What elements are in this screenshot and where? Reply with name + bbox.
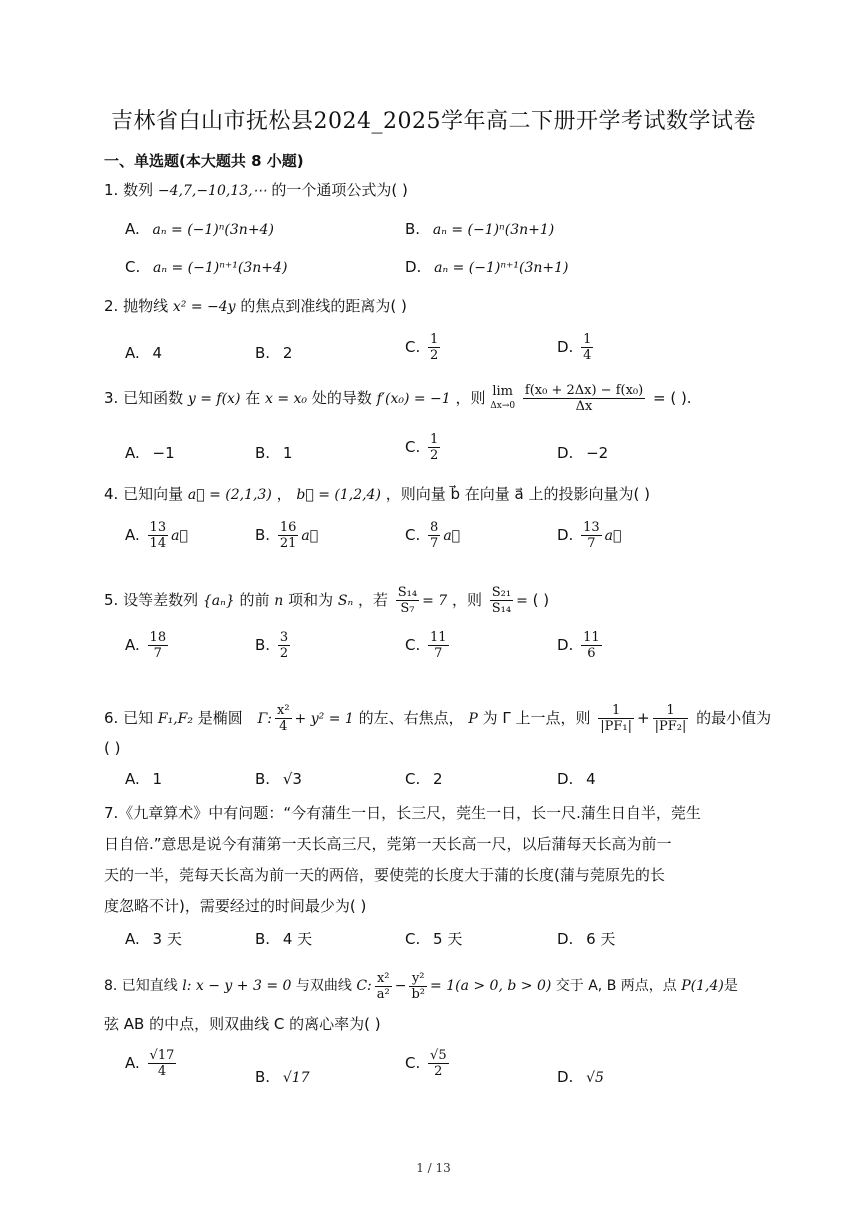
q8-option-d[interactable]: D. √5 (557, 1068, 604, 1086)
q5-option-c[interactable]: C. $\frac{11}{7}$ (405, 630, 447, 661)
page-number: 1 / 13 (416, 1161, 451, 1175)
q8-option-c[interactable]: C. $\frac{√5}{2}$ (405, 1048, 447, 1079)
ratio-fraction-2: $\frac{\text{S₂₁}}{\text{S₁₄}}$ (491, 585, 512, 616)
q7-option-d[interactable]: D. 6 天 (557, 930, 616, 948)
q3-option-a[interactable]: A. −1 (125, 444, 175, 462)
section-heading: 一、单选题(本大题共 8 小题) (104, 152, 304, 170)
question-7: 7.《九章算术》中有问题：“今有蒲生一日，长三尺，莞生一日，长一尺.蒲生日自半，莞生 日自倍.”意思是说今有蒲第一天长高三尺，莞第一天长高一尺，以后蒲每天长高为前一 天的一半，莞每天长高为前一天的两倍，要使莞的长度大于蒲的长度(蒲与莞原先的长 度忽略不计)，需要经过的时间最少为( ) (104, 804, 701, 915)
page-title: 吉林省白山市抚松县2024_2025学年高二下册开学考试数学试卷 (111, 109, 756, 134)
ellipse-fraction: $\frac{\text{x²}}{4}$ (277, 703, 290, 734)
q2-option-a[interactable]: A. 4 (125, 344, 163, 362)
limit-operator: lim Δx→0 (490, 383, 516, 411)
q6-option-b[interactable]: B. √3 (255, 770, 302, 788)
q1-suffix: 的一个通项公式为( ) (271, 181, 408, 199)
question-3: 3. 已知函数 y = f(x) 在 x = x₀ 处的导数 f′(x₀) = −1 ，则 lim Δx→0 $\frac{\text{f(x₀ + 2Δx) − f(x₀)}}{\Delta x}$ = ( ). (104, 383, 692, 414)
q1-option-d[interactable]: D. aₙ = (−1)ⁿ⁺¹(3n+1) (405, 258, 569, 276)
q5-option-d[interactable]: D. $\frac{11}{6}$ (557, 630, 600, 661)
q6-option-d[interactable]: D. 4 (557, 770, 596, 788)
q2-option-b[interactable]: B. 2 (255, 344, 293, 362)
q3-option-c[interactable]: C. $\frac{1}{2}$ (405, 432, 439, 463)
q1-sequence: −4,7,−10,13,⋯ (157, 183, 267, 199)
question-5: 5. 设等差数列 {aₙ} 的前 n 项和为 Sₙ ，若 $\frac{\text{S₁₄}}{\text{S₇}}$ = 7 ，则 $\frac{\text{S₂₁}}{\text{S₁₄}}$ = ( ) (104, 585, 550, 616)
q7-option-a[interactable]: A. 3 天 (125, 930, 182, 948)
q6-option-a[interactable]: A. 1 (125, 770, 163, 788)
q2-parabola: x² = −4y (172, 299, 236, 315)
q8-option-b[interactable]: B. √17 (255, 1068, 310, 1086)
fraction: $\frac{1}{4}$ (583, 332, 592, 363)
question-2: 2. 抛物线 x² = −4y 的焦点到准线的距离为( ) (104, 297, 407, 315)
q3-option-b[interactable]: B. 1 (255, 444, 293, 462)
q6-option-c[interactable]: C. 2 (405, 770, 443, 788)
reciprocal-pf2: $\frac{1}{\text{|PF₂|}}$ (654, 703, 687, 734)
reciprocal-pf1: $\frac{1}{\text{|PF₁|}}$ (600, 703, 633, 734)
q8-option-a[interactable]: A. $\frac{√17}{4}$ (125, 1048, 175, 1079)
q4-option-b[interactable]: B. $\frac{16}{21}$ a⃗ (255, 520, 319, 551)
question-8: 8. 已知直线 l: x − y + 3 = 0 与双曲线 C: $\frac{\text{x²}}{\text{a²}}$ − $\frac{\text{y²}}{\text{b²}}$ = 1(a > 0, b > 0) 交于 A, B 两点，点 P(1,4)是 (104, 970, 738, 1002)
q1-prefix: 1. 数列 (104, 181, 154, 199)
question-4: 4. 已知向量 a⃗ = (2,1,3) ， b⃗ = (1,2,4) ，则向量 b⃗ 在向量 a⃗ 上的投影向量为( ) (104, 485, 650, 503)
q4-option-c[interactable]: C. $\frac{8}{7}$ a⃗ (405, 520, 461, 551)
q7-option-b[interactable]: B. 4 天 (255, 930, 313, 948)
q7-option-c[interactable]: C. 5 天 (405, 930, 463, 948)
q2-option-d[interactable]: D. $\frac{1}{4}$ (557, 332, 592, 363)
q5-option-a[interactable]: A. $\frac{18}{7}$ (125, 630, 167, 661)
q1-option-b[interactable]: B. aₙ = (−1)ⁿ(3n+1) (405, 220, 555, 238)
q3-option-d[interactable]: D. −2 (557, 444, 609, 462)
fraction: $\frac{1}{2}$ (430, 332, 439, 363)
ratio-fraction-1: $\frac{\text{S₁₄}}{\text{S₇}}$ (397, 585, 418, 616)
q2-option-c[interactable]: C. $\frac{1}{2}$ (405, 332, 439, 363)
derivative-fraction: $\frac{\text{f(x₀ + 2Δx) − f(x₀)}}{\Delta x}$ (524, 383, 644, 414)
q5-option-b[interactable]: B. $\frac{3}{2}$ (255, 630, 289, 661)
question-6: 6. 已知 F₁,F₂ 是椭圆 Γ: $\frac{\text{x²}}{4}$ + y² = 1 的左、右焦点， P 为 Γ 上一点，则 $\frac{1}{\text{|PF₁|}}$ + $\frac{1}{\text{|PF₂|}}$ 的最小值为 (104, 703, 772, 734)
hyperbola-y-term: $\frac{\text{y²}}{\text{b²}}$ (411, 970, 426, 1002)
hyperbola-x-term: $\frac{\text{x²}}{\text{a²}}$ (376, 970, 390, 1002)
q1-option-c[interactable]: C. aₙ = (−1)ⁿ⁺¹(3n+4) (125, 258, 288, 276)
q6-answer-paren: ( ) (104, 739, 121, 757)
q4-option-a[interactable]: A. $\frac{13}{14}$ a⃗ (125, 520, 188, 551)
question-1 (104, 180, 408, 201)
q4-option-d[interactable]: D. $\frac{13}{7}$ a⃗ (557, 520, 622, 551)
q1-option-a[interactable]: A. aₙ = (−1)ⁿ(3n+4) (125, 220, 274, 238)
fraction: $\frac{1}{2}$ (430, 432, 439, 463)
q8-line2: 弦 AB 的中点，则双曲线 C 的离心率为( ) (104, 1015, 381, 1033)
